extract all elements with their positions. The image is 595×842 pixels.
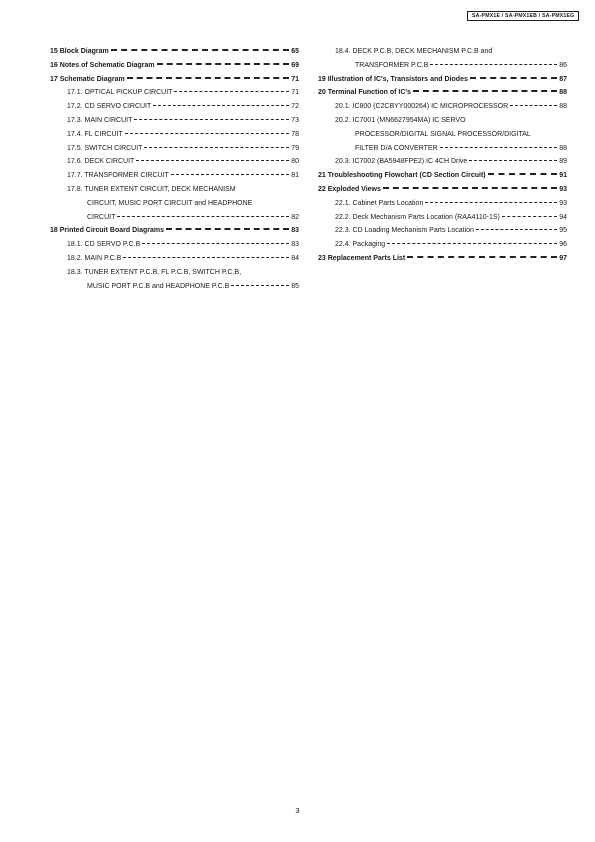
dot-leader bbox=[430, 64, 557, 65]
toc-entry-title: FILTER D/A CONVERTER bbox=[355, 144, 438, 152]
toc-entry-page: 89 bbox=[559, 158, 567, 166]
toc-entry[interactable] bbox=[50, 59, 299, 73]
toc-entry-title: 20.2. IC7001 (MN6627954MA) IC SERVO bbox=[335, 116, 466, 124]
toc-entry-title: PROCESSOR/DIGITAL SIGNAL PROCESSOR/DIGITAL bbox=[355, 130, 531, 138]
toc-entry[interactable] bbox=[50, 142, 299, 156]
dot-leader bbox=[502, 216, 557, 217]
toc-entry-page: 80 bbox=[291, 158, 299, 166]
toc-entry-page: 88 bbox=[559, 103, 567, 111]
toc-entry[interactable] bbox=[50, 155, 299, 169]
dot-leader bbox=[425, 202, 557, 203]
dot-leader bbox=[153, 105, 289, 106]
toc-entry-title: CIRCUIT bbox=[87, 213, 116, 221]
toc-entry-title: TRANSFORMER P.C.B bbox=[355, 61, 429, 69]
toc-entry-title: 17.8. TUNER EXTENT CIRCUIT, DECK MECHANISM bbox=[67, 185, 236, 193]
toc-entry-title: 22.3. CD Loading Mechanism Parts Location bbox=[335, 227, 474, 235]
toc-entry[interactable] bbox=[318, 45, 567, 59]
dot-leader bbox=[125, 133, 289, 134]
toc-entry-title: 18 Printed Circuit Board Diagrams bbox=[50, 227, 164, 235]
toc-entry[interactable] bbox=[50, 238, 299, 252]
dot-leader bbox=[142, 243, 289, 244]
dot-leader bbox=[171, 174, 289, 175]
dot-leader bbox=[157, 63, 290, 65]
toc-entry-page: 88 bbox=[559, 89, 567, 97]
toc-entry-page: 96 bbox=[559, 241, 567, 249]
toc-entry-title: 18.2. MAIN P.C.B bbox=[67, 254, 122, 262]
toc-entry-page: 93 bbox=[559, 199, 567, 207]
toc-entry-page: 87 bbox=[559, 75, 567, 83]
page-number: 3 bbox=[295, 806, 300, 815]
dot-leader bbox=[166, 228, 289, 230]
toc-entry-title: MUSIC PORT P.C.B and HEADPHONE P.C.B bbox=[87, 282, 230, 290]
toc-entry-page: 95 bbox=[559, 227, 567, 235]
toc-entry-page: 91 bbox=[559, 172, 567, 180]
toc-entry-title: 22.4. Packaging bbox=[335, 241, 386, 249]
toc-entry-page: 86 bbox=[559, 61, 567, 69]
toc-entry[interactable] bbox=[318, 86, 567, 100]
toc-entry[interactable] bbox=[50, 86, 299, 100]
toc-entry[interactable] bbox=[318, 128, 567, 142]
toc-entry-page: 82 bbox=[291, 213, 299, 221]
toc-entry-title: 20 Terminal Function of IC's bbox=[318, 89, 411, 97]
toc-entry-page: 69 bbox=[291, 61, 299, 69]
dot-leader bbox=[413, 90, 557, 92]
toc-entry-title: 17.2. CD SERVO CIRCUIT bbox=[67, 103, 152, 111]
dot-leader bbox=[469, 160, 557, 161]
toc-entry[interactable] bbox=[318, 183, 567, 197]
toc-entry[interactable] bbox=[318, 73, 567, 87]
toc-entry-page: 94 bbox=[559, 213, 567, 221]
toc-entry[interactable] bbox=[50, 183, 299, 197]
toc-entry[interactable] bbox=[50, 169, 299, 183]
toc-entry[interactable] bbox=[50, 280, 299, 294]
toc-entry-title: 17.4. FL CIRCUIT bbox=[67, 130, 123, 138]
toc-entry-title: 18.1. CD SERVO P.C.B bbox=[67, 241, 141, 249]
toc-entry[interactable] bbox=[50, 252, 299, 266]
toc-entry[interactable] bbox=[318, 114, 567, 128]
toc-entry[interactable] bbox=[50, 211, 299, 225]
toc-entry-title: 15 Block Diagram bbox=[50, 48, 109, 55]
toc-entry-page: 84 bbox=[291, 254, 299, 262]
toc-entry-title: 17.7. TRANSFORMER CIRCUIT bbox=[67, 172, 169, 180]
toc-entry-title: 17.3. MAIN CIRCUIT bbox=[67, 116, 133, 124]
toc-left-column bbox=[50, 45, 299, 293]
toc-entry-page: 72 bbox=[291, 103, 299, 111]
toc-entry[interactable] bbox=[318, 59, 567, 73]
dot-leader bbox=[111, 49, 289, 51]
toc-entry-title: 20.1. IC800 (C2CBYY000264) IC MICROPROCESSOR bbox=[335, 103, 509, 111]
dot-leader bbox=[136, 160, 289, 161]
dot-leader bbox=[488, 173, 558, 175]
toc-entry[interactable] bbox=[318, 100, 567, 114]
toc-entry[interactable] bbox=[318, 224, 567, 238]
toc-entry-title: 17.6. DECK CIRCUIT bbox=[67, 158, 135, 166]
dot-leader bbox=[127, 77, 290, 79]
toc-entry[interactable] bbox=[50, 45, 299, 59]
toc-entry[interactable] bbox=[318, 142, 567, 156]
toc-entry-title: 21 Troubleshooting Flowchart (CD Section Circuit) bbox=[318, 172, 486, 180]
toc-entry-title: 16 Notes of Schematic Diagram bbox=[50, 61, 155, 69]
model-header: SA-PMX1E / SA-PMX1EB / SA-PMX1EG bbox=[467, 11, 579, 21]
toc-entry-title: 18.3. TUNER EXTENT P.C.B, FL P.C.B, SWITCH P.C.B, bbox=[67, 268, 242, 276]
dot-leader bbox=[407, 256, 557, 258]
toc-entry-page: 78 bbox=[291, 130, 299, 138]
dot-leader bbox=[144, 147, 289, 148]
toc-entry-page: 79 bbox=[291, 144, 299, 152]
toc-entry-title: 19 Illustration of IC's, Transistors and Diodes bbox=[318, 75, 468, 83]
toc-entry-title: 17.1. OPTICAL PICKUP CIRCUIT bbox=[67, 89, 173, 97]
toc-entry-title: 22 Exploded Views bbox=[318, 185, 381, 193]
toc-entry[interactable] bbox=[50, 73, 299, 87]
toc-entry[interactable] bbox=[318, 238, 567, 252]
toc-entry-title: 17 Schematic Diagram bbox=[50, 75, 125, 83]
toc-entry-title: 22.2. Deck Mechanism Parts Location (RAA4110-1S) bbox=[335, 213, 500, 221]
toc-entry[interactable] bbox=[318, 169, 567, 183]
toc-entry-page: 97 bbox=[559, 254, 567, 262]
toc-entry-page: 85 bbox=[291, 282, 299, 290]
dot-leader bbox=[174, 91, 289, 92]
toc-entry-page: 81 bbox=[291, 172, 299, 180]
toc-entry-page: 73 bbox=[291, 116, 299, 124]
toc-entry[interactable] bbox=[318, 252, 567, 266]
toc-entry[interactable] bbox=[318, 155, 567, 169]
dot-leader bbox=[123, 257, 289, 258]
dot-leader bbox=[117, 216, 289, 217]
dot-leader bbox=[387, 243, 557, 244]
toc-entry-title: 23 Replacement Parts List bbox=[318, 254, 406, 262]
dot-leader bbox=[510, 105, 557, 106]
toc-entry-title: 20.3. IC7002 (BA5948FPE2) IC 4CH Drive bbox=[335, 158, 468, 166]
toc-entry[interactable] bbox=[50, 100, 299, 114]
dot-leader bbox=[470, 77, 557, 79]
toc-entry-page: 88 bbox=[559, 144, 567, 152]
dot-leader bbox=[383, 187, 557, 189]
toc-entry-page: 71 bbox=[291, 75, 299, 83]
toc-entry-title: CIRCUIT, MUSIC PORT CIRCUIT and HEADPHONE bbox=[87, 199, 253, 207]
toc-entry[interactable] bbox=[318, 197, 567, 211]
toc-entry-page: 83 bbox=[291, 227, 299, 235]
toc-entry[interactable] bbox=[50, 128, 299, 142]
toc-entry-title: 22.1. Cabinet Parts Location bbox=[335, 199, 424, 207]
toc-entry[interactable] bbox=[50, 197, 299, 211]
toc-entry[interactable] bbox=[318, 211, 567, 225]
toc-entry-title: 17.5. SWITCH CIRCUIT bbox=[67, 144, 143, 152]
dot-leader bbox=[476, 229, 557, 230]
dot-leader bbox=[440, 147, 558, 148]
dot-leader bbox=[231, 285, 289, 286]
toc-entry[interactable] bbox=[50, 224, 299, 238]
toc-entry-page: 65 bbox=[291, 48, 299, 55]
toc-entry[interactable] bbox=[50, 266, 299, 280]
toc-entry-title: 18.4. DECK P.C.B, DECK MECHANISM P.C.B and bbox=[335, 48, 493, 55]
toc-entry[interactable] bbox=[50, 114, 299, 128]
toc-entry-page: 93 bbox=[559, 185, 567, 193]
toc-entry-page: 83 bbox=[291, 241, 299, 249]
toc-entry-page: 71 bbox=[291, 89, 299, 97]
toc-right-column bbox=[318, 45, 567, 266]
dot-leader bbox=[134, 119, 289, 120]
